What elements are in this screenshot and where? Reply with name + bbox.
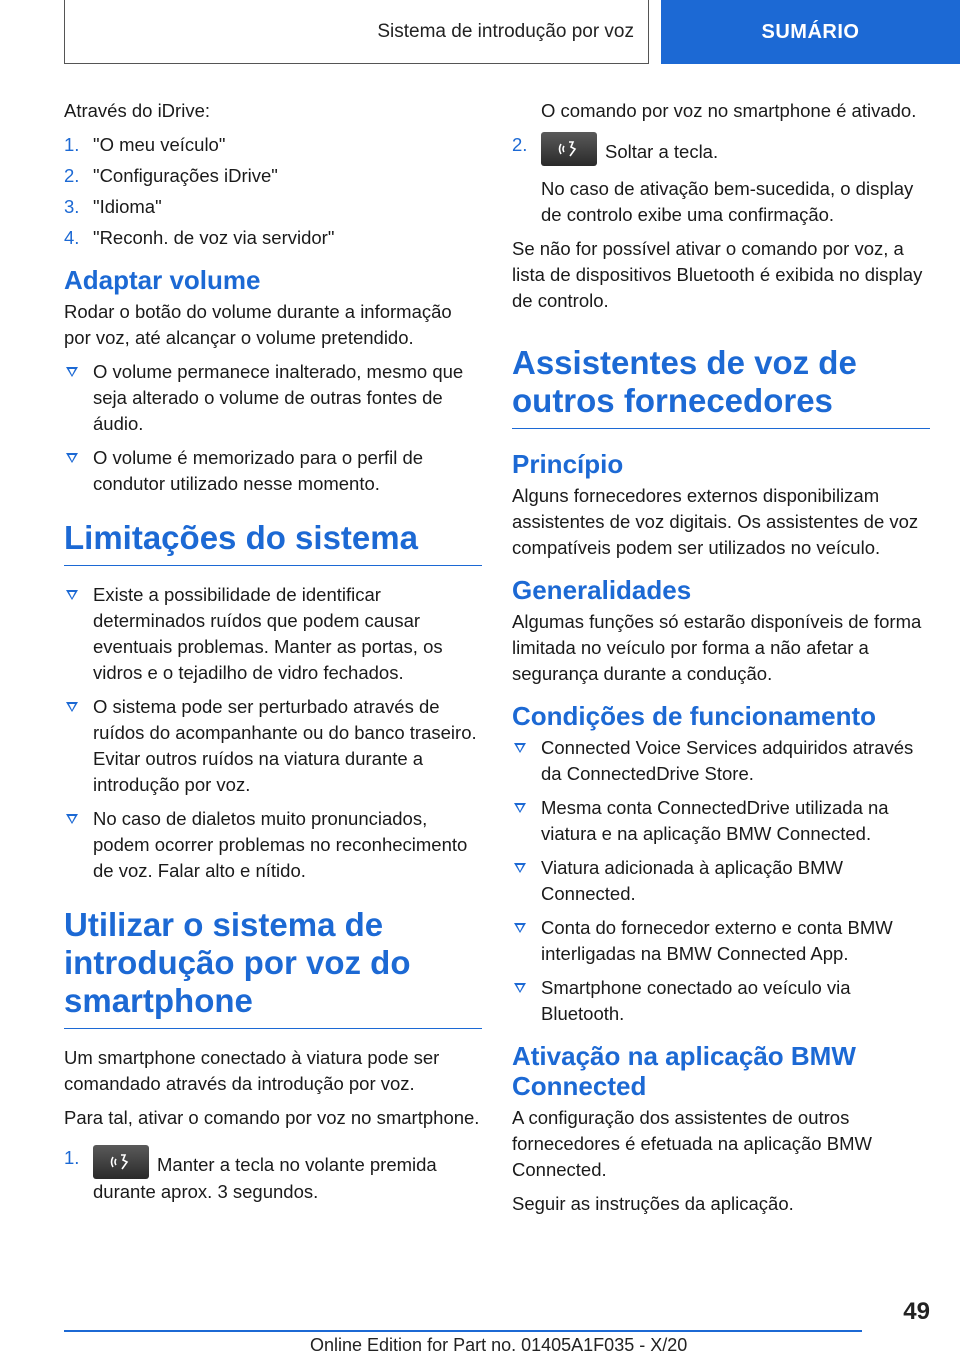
smartphone-text-1: Um smartphone conectado à viatura pode ser comandado através da introdução por voz. [64,1047,440,1094]
left-column [64,98,482,1215]
triangle-bullet-icon [66,702,78,712]
principle-text: Alguns fornecedores externos disponibilizam assistentes de voz digitais. Os assistentes de voz compatíveis podem ser utilizados no veículo. [512,485,919,558]
volume-text: Rodar o botão do volume durante a informação por voz, até alcançar o volume pretendido. [64,301,452,348]
activation-confirm: O comando por voz no smartphone é ativado. [541,100,917,121]
idrive-intro: Através do iDrive: [64,100,210,121]
smartphone-steps [64,1145,482,1205]
principle-heading: Princípio [512,449,624,479]
limits-heading: Limitações do sistema [64,519,482,566]
activation-text-1: A configuração dos assistentes de outros fornecedores é efetuada na aplicação BMW Connected. [512,1107,872,1180]
list-item: O volume permanece inalterado, mesmo que seja alterado o volume de outras fontes de áudio. [64,359,482,437]
list-item: Smartphone conectado ao veículo via Bluetooth. [512,975,930,1027]
limits-bullets [64,582,482,884]
list-item: 2. Soltar a tecla. [512,132,930,166]
list-item: 1. "O meu veículo" [64,134,226,155]
triangle-bullet-icon [514,923,526,933]
triangle-bullet-icon [514,983,526,993]
conditions-bullets [512,735,930,1027]
volume-heading: Adaptar volume [64,265,261,295]
footer-divider [64,1330,862,1332]
triangle-bullet-icon [514,863,526,873]
voice-button-icon [93,1145,149,1179]
list-item: No caso de dialetos muito pronunciados, podem ocorrer problemas no reconhecimento de voz. Falar alto e nítido. [64,806,482,884]
header-section-title [64,0,649,64]
list-item: Mesma conta ConnectedDrive utilizada na viatura e na aplicação BMW Connected. [512,795,930,847]
fail-text: Se não for possível ativar o comando por voz, a lista de dispositivos Bluetooth é exibida no display de controlo. [512,238,923,311]
list-item: 3. "Idioma" [64,196,162,217]
list-item: O sistema pode ser perturbado através de ruídos do acompanhante ou do banco traseiro. Evitar outros ruídos na viatura durante a introdução por voz. [64,694,482,798]
triangle-bullet-icon [66,367,78,377]
triangle-bullet-icon [66,590,78,600]
idrive-steps [64,132,482,251]
triangle-bullet-icon [514,803,526,813]
smartphone-heading: Utilizar o sistema de introdução por voz do smartphone [64,906,482,1029]
list-item: Conta do fornecedor externo e conta BMW interligadas na BMW Connected App. [512,915,930,967]
summary-tab-label: SUMÁRIO [761,20,860,43]
conditions-heading: Condições de funcionamento [512,701,877,731]
list-item: Viatura adicionada à aplicação BMW Connected. [512,855,930,907]
right-column [512,98,930,1225]
triangle-bullet-icon [66,453,78,463]
general-text: Algumas funções só estarão disponíveis de forma limitada no veículo por forma a não afetar a segurança durante a condução. [512,611,922,684]
list-item: O volume é memorizado para o perfil de condutor utilizado nesse momento. [64,445,482,497]
activation-text-2: Seguir as instruções da aplicação. [512,1193,794,1214]
list-item: Connected Voice Services adquiridos através da ConnectedDrive Store. [512,735,930,787]
section-title: Sistema de introdução por voz [377,20,634,42]
triangle-bullet-icon [66,814,78,824]
list-item: 4. "Reconh. de voz via servidor" [64,227,335,248]
triangle-bullet-icon [514,743,526,753]
general-heading: Generalidades [512,575,692,605]
release-steps [512,132,930,166]
activation-heading: Ativação na aplicação BMW Connected [512,1041,856,1101]
voice-button-icon [541,132,597,166]
release-sub: No caso de ativação bem-sucedida, o display de controlo exibe uma confirmação. [541,178,914,225]
summary-tab[interactable] [661,0,960,64]
list-item: 2. "Configurações iDrive" [64,165,278,186]
edition-footer: Online Edition for Part no. 01405A1F035 - X/20 [310,1335,688,1355]
smartphone-text-2: Para tal, ativar o comando por voz no smartphone. [64,1107,480,1128]
list-item: 1. Manter a tecla no volante premida durante aprox. 3 segundos. [64,1147,437,1202]
volume-bullets [64,359,482,497]
list-item: Existe a possibilidade de identificar determinados ruídos que podem causar eventuais problemas. Manter as portas, os vidros e o tejadilho de vidro fechados. [64,582,482,686]
assist-heading: Assistentes de voz de outros fornecedores [512,344,930,429]
page-number: 49 [903,1298,930,1325]
